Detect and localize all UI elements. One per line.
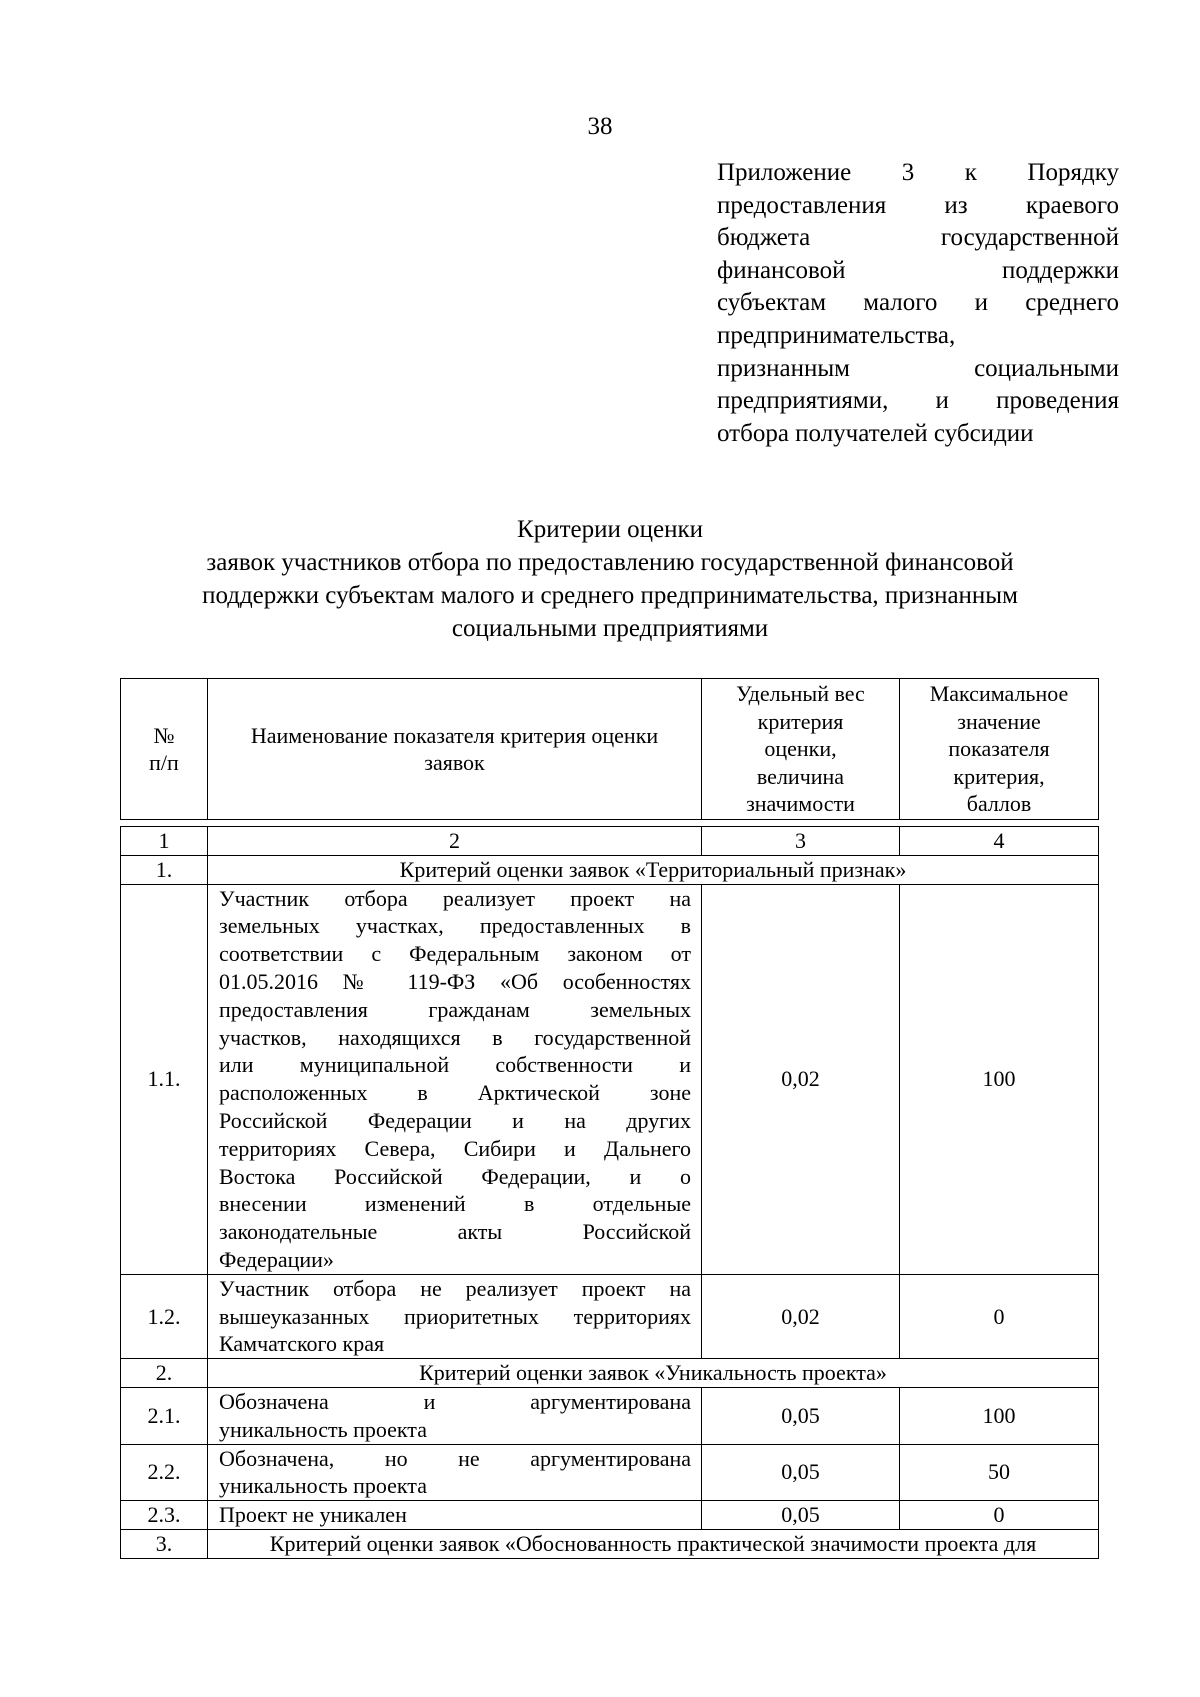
row-max: 100 bbox=[900, 1387, 1099, 1444]
section-num: 1. bbox=[121, 855, 208, 884]
title-line: поддержки субъектам малого и среднего предпринимательства, признанным bbox=[202, 582, 1018, 609]
row-weight: 0,02 bbox=[702, 1274, 900, 1358]
row-num: 1.1. bbox=[121, 884, 208, 1274]
appendix-line: предприятиями, и проведения bbox=[717, 387, 1119, 415]
header-weight: Удельный вес критерия оценки, величина значимости bbox=[702, 679, 900, 820]
row-weight: 0,05 bbox=[702, 1387, 900, 1444]
row-weight: 0,05 bbox=[702, 1444, 900, 1501]
description-line: 01.05.2016 № 119-ФЗ «Об особенностях bbox=[219, 968, 691, 994]
row-description bbox=[208, 1387, 702, 1444]
row-num: 2.1. bbox=[121, 1387, 208, 1444]
header-name: Наименование показателя критерия оценки заявок bbox=[208, 679, 702, 820]
section-row bbox=[121, 1359, 1099, 1388]
description-line: или муниципальной собственности и bbox=[219, 1052, 691, 1078]
row-max: 100 bbox=[900, 884, 1099, 1274]
criteria-table bbox=[120, 678, 1099, 1559]
description-line: Федерации» bbox=[219, 1246, 334, 1272]
section-title: Критерий оценки заявок «Уникальность проекта» bbox=[208, 1359, 1099, 1388]
description-line: Участник отбора не реализует проект на bbox=[219, 1275, 691, 1301]
description-line: Обозначена, но не аргументирована bbox=[219, 1445, 691, 1471]
table-row bbox=[121, 1387, 1099, 1444]
description-line: внесении изменений в отдельные bbox=[219, 1191, 691, 1217]
description-line: Обозначена и аргументирована bbox=[219, 1388, 691, 1414]
description-line: законодательные акты Российской bbox=[219, 1219, 691, 1245]
section-num: 3. bbox=[121, 1529, 208, 1558]
row-num: 2.2. bbox=[121, 1444, 208, 1501]
row-weight: 0,05 bbox=[702, 1501, 900, 1530]
description-line: Участник отбора реализует проект на bbox=[219, 885, 691, 911]
appendix-line: отбора получателей субсидии bbox=[717, 419, 1034, 447]
table-row bbox=[121, 884, 1099, 1274]
column-number: 3 bbox=[702, 827, 900, 856]
row-description bbox=[208, 1274, 702, 1358]
section-title: Критерий оценки заявок «Территориальный признак» bbox=[208, 855, 1099, 884]
section-title: Критерий оценки заявок «Обоснованность практической значимости проекта для bbox=[208, 1529, 1099, 1558]
column-number: 2 bbox=[208, 827, 702, 856]
header-num: № п/п bbox=[121, 679, 208, 820]
description-line: уникальность проекта bbox=[219, 1416, 427, 1442]
description-line: уникальность проекта bbox=[219, 1473, 427, 1499]
appendix-line: предоставления из краевого bbox=[717, 191, 1119, 219]
row-num: 2.3. bbox=[121, 1501, 208, 1530]
description-line: вышеуказанных приоритетных территориях bbox=[219, 1303, 691, 1329]
table-row bbox=[121, 1501, 1099, 1530]
appendix-line: бюджета государственной bbox=[717, 224, 1119, 252]
row-description bbox=[208, 1444, 702, 1501]
section-num: 2. bbox=[121, 1359, 208, 1388]
description-line: Востока Российской Федерации, и о bbox=[219, 1163, 691, 1189]
page-number: 38 bbox=[587, 113, 613, 140]
table-row bbox=[121, 1274, 1099, 1358]
description-line: соответствии с Федеральным законом от bbox=[219, 941, 691, 967]
appendix-line: финансовой поддержки bbox=[717, 256, 1119, 284]
column-number: 1 bbox=[121, 827, 208, 856]
appendix-line: Приложение 3 к Порядку bbox=[717, 159, 1119, 186]
title-line: заявок участников отбора по предоставлению государственной финансовой bbox=[206, 549, 1014, 576]
appendix-line: признанным социальными bbox=[717, 354, 1119, 382]
description-line: Проект не уникален bbox=[219, 1502, 407, 1528]
title-line: социальными предприятиями bbox=[451, 615, 769, 642]
row-max: 50 bbox=[900, 1444, 1099, 1501]
row-weight: 0,02 bbox=[702, 884, 900, 1274]
row-description bbox=[208, 884, 702, 1274]
description-line: расположенных в Арктической зоне bbox=[219, 1080, 691, 1106]
appendix-line: субъектам малого и среднего bbox=[717, 289, 1119, 317]
description-line: территориях Севера, Сибири и Дальнего bbox=[219, 1135, 691, 1161]
description-line: Российской Федерации и на других bbox=[219, 1107, 691, 1133]
table-row bbox=[121, 1444, 1099, 1501]
row-description bbox=[208, 1501, 702, 1530]
header-max: Максимальное значение показателя критерия, баллов bbox=[900, 679, 1099, 820]
column-number-row bbox=[121, 827, 1099, 856]
column-number: 4 bbox=[900, 827, 1099, 856]
description-line: предоставления гражданам земельных bbox=[219, 996, 691, 1022]
appendix-line: предпринимательства, bbox=[717, 321, 956, 349]
description-line: Камчатского края bbox=[219, 1331, 385, 1357]
description-line: участков, находящихся в государственной bbox=[219, 1024, 691, 1050]
title-heading: Критерии оценки bbox=[517, 516, 703, 543]
section-row bbox=[121, 855, 1099, 884]
row-max: 0 bbox=[900, 1501, 1099, 1530]
document-title bbox=[120, 513, 1100, 645]
appendix-note bbox=[717, 157, 1119, 450]
section-row bbox=[121, 1529, 1099, 1558]
table-header-row bbox=[121, 679, 1099, 820]
row-max: 0 bbox=[900, 1274, 1099, 1358]
row-num: 1.2. bbox=[121, 1274, 208, 1358]
description-line: земельных участках, предоставленных в bbox=[219, 913, 691, 939]
